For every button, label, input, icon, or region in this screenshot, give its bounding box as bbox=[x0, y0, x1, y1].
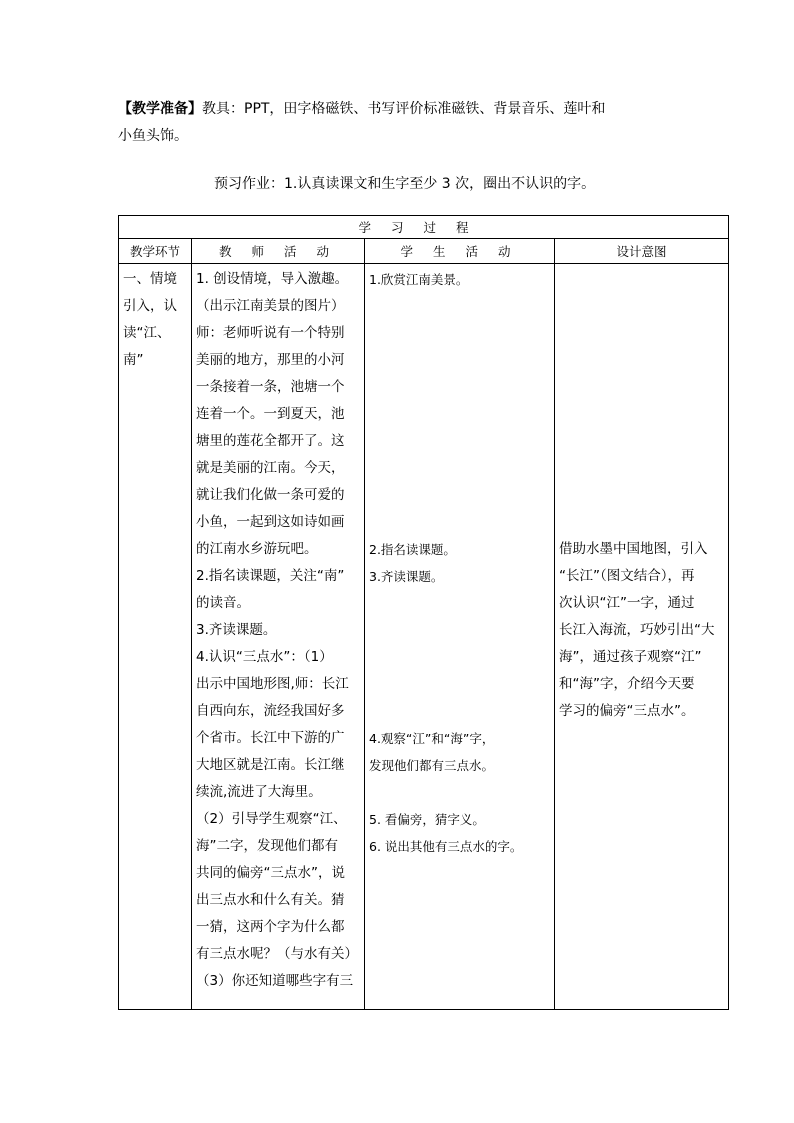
header-teacher-activity: 教 师 活 动 bbox=[192, 239, 365, 264]
student-activity-4-continued: 发现他们都有三点水。 bbox=[369, 758, 495, 773]
preparation-text: 教具：PPT，田字格磁铁、书写评价标准磁铁、背景音乐、莲叶和 bbox=[202, 101, 606, 117]
table-header-row bbox=[119, 239, 729, 264]
teacher-line: （3）你还知道哪些字有三 bbox=[196, 973, 354, 989]
teacher-line: （出示江南美景的图片） bbox=[196, 298, 345, 314]
lesson-process-table bbox=[118, 215, 729, 1010]
teacher-line: 出三点水和什么有关。猜 bbox=[196, 892, 345, 908]
table-title: 学习过程 bbox=[119, 216, 729, 239]
student-activity-cell bbox=[365, 264, 555, 1010]
stage-line: 南” bbox=[123, 352, 144, 368]
teacher-line: 一条接着一条，池塘一个 bbox=[196, 379, 345, 395]
student-activity-6: 6. 说出其他有三点水的字。 bbox=[369, 839, 523, 854]
teacher-line: 塘里的莲花全都开了。这 bbox=[196, 433, 345, 449]
teacher-line: 小鱼，一起到这如诗如画 bbox=[196, 514, 345, 530]
teacher-line: 就是美丽的江南。今天， bbox=[196, 460, 345, 476]
homework-note: 预习作业：1.认真读课文和生字至少 3 次，圈出不认识的字。 bbox=[214, 176, 596, 192]
preparation-text-continued: 小鱼头饰。 bbox=[118, 128, 188, 144]
teacher-line: 4.认识“三点水”：（1） bbox=[196, 649, 333, 665]
header-student-activity: 学 生 活 动 bbox=[365, 239, 555, 264]
teacher-line: 大地区就是江南。长江继 bbox=[196, 757, 345, 773]
teacher-line: 续流,流进了大海里。 bbox=[196, 784, 322, 800]
student-activity-2: 2.指名读课题。 bbox=[369, 542, 456, 557]
table-title-row bbox=[119, 216, 729, 239]
stage-line: 一、情境 bbox=[123, 271, 177, 287]
teacher-line: 有三点水呢？（与水有关） bbox=[196, 946, 358, 962]
stage-cell bbox=[119, 264, 192, 1010]
intent-line: 和“海”字，介绍今天要 bbox=[559, 676, 695, 692]
header-stage: 教学环节 bbox=[119, 239, 192, 264]
stage-line: 引入，认 bbox=[123, 298, 177, 314]
teacher-activity-cell bbox=[192, 264, 365, 1010]
teacher-line: 共同的偏旁“三点水”，说 bbox=[196, 865, 345, 881]
teaching-preparation bbox=[118, 96, 688, 150]
teacher-line: 的读音。 bbox=[196, 595, 250, 611]
teacher-line: 2.指名读课题，关注“南” bbox=[196, 568, 345, 584]
student-activity-5: 5. 看偏旁，猜字义。 bbox=[369, 812, 485, 827]
intent-line: 学习的偏旁“三点水”。 bbox=[559, 703, 695, 719]
student-activity-4: 4.观察“江”和“海”字， bbox=[369, 731, 495, 746]
preparation-label: 【教学准备】 bbox=[118, 101, 202, 117]
teacher-line: 一猜，这两个字为什么都 bbox=[196, 919, 345, 935]
student-activity-3: 3.齐读课题。 bbox=[369, 569, 444, 584]
teacher-line: 的江南水乡游玩吧。 bbox=[196, 541, 318, 557]
intent-line: 长江入海流，巧妙引出“大 bbox=[559, 622, 715, 638]
teacher-line: 个省市。长江中下游的广 bbox=[196, 730, 345, 746]
teacher-line: 师：老师听说有一个特别 bbox=[196, 325, 345, 341]
teacher-line: 美丽的地方，那里的小河 bbox=[196, 352, 345, 368]
student-activity-1: 1.欣赏江南美景。 bbox=[369, 272, 469, 287]
header-design-intent: 设计意图 bbox=[555, 239, 729, 264]
table-row bbox=[119, 264, 729, 1010]
intent-line: 海”，通过孩子观察“江” bbox=[559, 649, 702, 665]
intent-line: 次认识“江”一字，通过 bbox=[559, 595, 695, 611]
teacher-line: 自西向东，流经我国好多 bbox=[196, 703, 345, 719]
intent-line: 借助水墨中国地图，引入 bbox=[559, 541, 708, 557]
teacher-line: （2）引导学生观察“江、 bbox=[196, 811, 347, 827]
teacher-line: 3.齐读课题。 bbox=[196, 622, 277, 638]
teacher-line: 1. 创设情境，导入激趣。 bbox=[196, 271, 349, 287]
intent-line: “长江”（图文结合），再 bbox=[559, 568, 695, 584]
teacher-line: 出示中国地形图,师：长江 bbox=[196, 676, 349, 692]
teacher-line: 连着一个。一到夏天，池 bbox=[196, 406, 345, 422]
teacher-line: 海”二字，发现他们都有 bbox=[196, 838, 338, 854]
stage-line: 读“江、 bbox=[123, 325, 171, 341]
teacher-line: 就让我们化做一条可爱的 bbox=[196, 487, 345, 503]
design-intent-cell bbox=[555, 264, 729, 1010]
